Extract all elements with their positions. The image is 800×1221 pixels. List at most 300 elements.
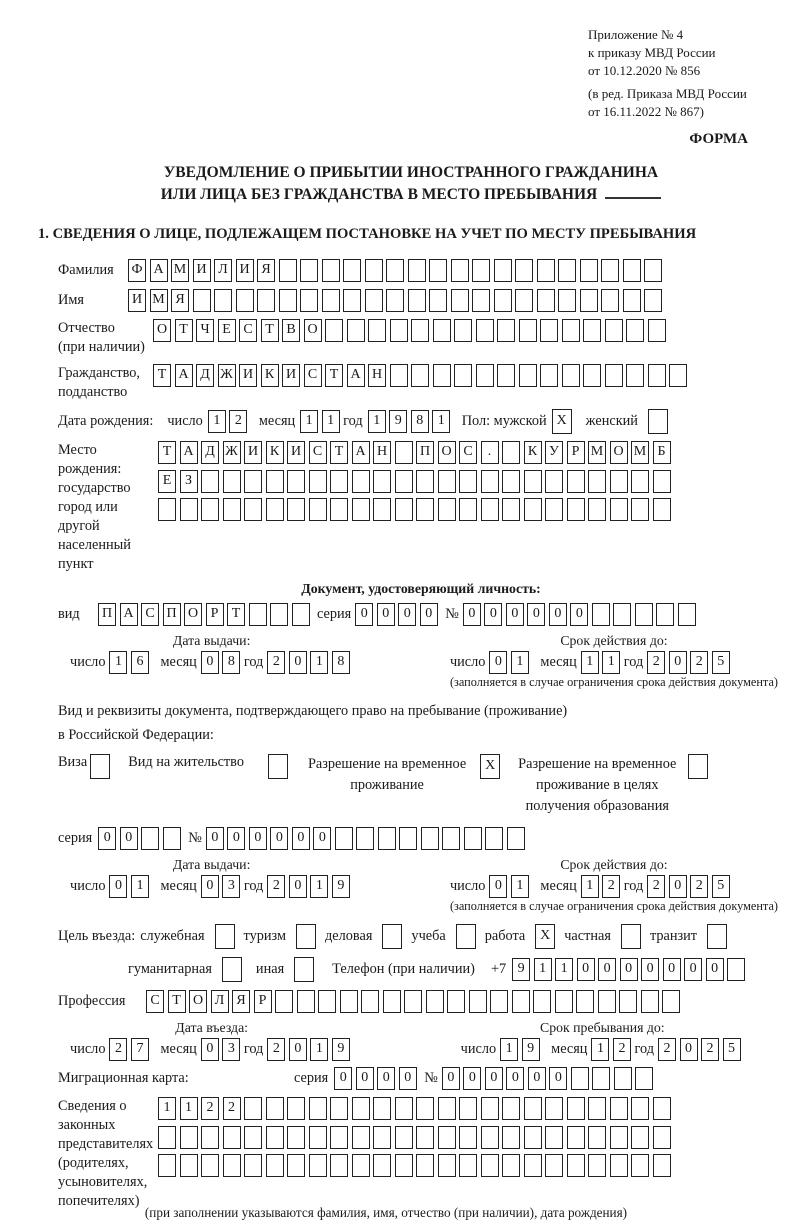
char-box[interactable]: П <box>98 603 116 626</box>
char-box[interactable]: 0 <box>120 827 138 850</box>
char-box[interactable] <box>459 1126 477 1149</box>
char-box[interactable]: С <box>141 603 159 626</box>
char-box[interactable] <box>588 470 606 493</box>
char-box[interactable] <box>502 498 520 521</box>
char-box[interactable] <box>438 1097 456 1120</box>
char-box[interactable]: И <box>244 441 262 464</box>
char-box[interactable] <box>451 289 469 312</box>
char-box[interactable]: 6 <box>131 651 149 674</box>
char-box[interactable]: 1 <box>310 651 328 674</box>
char-box[interactable]: 0 <box>527 603 545 626</box>
char-box[interactable]: Р <box>567 441 585 464</box>
char-box[interactable]: . <box>481 441 499 464</box>
char-box[interactable]: 0 <box>355 603 373 626</box>
char-box[interactable]: 1 <box>300 410 318 433</box>
char-box[interactable] <box>180 498 198 521</box>
char-box[interactable]: Т <box>330 441 348 464</box>
char-box[interactable]: 1 <box>180 1097 198 1120</box>
char-box[interactable] <box>610 1154 628 1177</box>
char-box[interactable]: Б <box>653 441 671 464</box>
char-box[interactable] <box>610 1126 628 1149</box>
char-box[interactable]: В <box>282 319 300 342</box>
char-box[interactable] <box>537 289 555 312</box>
char-box[interactable] <box>644 259 662 282</box>
char-box[interactable] <box>644 289 662 312</box>
char-box[interactable] <box>662 990 680 1013</box>
char-box[interactable] <box>378 827 396 850</box>
char-box[interactable]: 0 <box>680 1038 698 1061</box>
char-box[interactable] <box>287 1126 305 1149</box>
char-box[interactable] <box>266 498 284 521</box>
char-box[interactable]: 0 <box>485 1067 503 1090</box>
char-box[interactable] <box>494 259 512 282</box>
char-box[interactable]: 0 <box>227 827 245 850</box>
char-box[interactable] <box>601 259 619 282</box>
char-box[interactable] <box>567 470 585 493</box>
char-box[interactable] <box>583 319 601 342</box>
char-box[interactable] <box>340 990 358 1013</box>
char-box[interactable] <box>588 1154 606 1177</box>
char-box[interactable] <box>223 498 241 521</box>
char-box[interactable]: 0 <box>399 1067 417 1090</box>
char-box[interactable] <box>399 827 417 850</box>
char-box[interactable] <box>641 990 659 1013</box>
char-box[interactable]: 1 <box>602 651 620 674</box>
char-box[interactable]: 2 <box>613 1038 631 1061</box>
char-box[interactable] <box>429 289 447 312</box>
char-box[interactable] <box>502 1097 520 1120</box>
char-box[interactable] <box>325 319 343 342</box>
char-box[interactable] <box>373 470 391 493</box>
char-box[interactable] <box>330 1126 348 1149</box>
char-box[interactable]: А <box>352 441 370 464</box>
char-box[interactable]: 0 <box>377 1067 395 1090</box>
char-box[interactable] <box>244 470 262 493</box>
char-box[interactable] <box>416 1126 434 1149</box>
char-box[interactable] <box>318 990 336 1013</box>
char-box[interactable]: 0 <box>684 958 702 981</box>
char-box[interactable] <box>623 259 641 282</box>
char-box[interactable]: 8 <box>411 410 429 433</box>
char-box[interactable] <box>266 470 284 493</box>
char-box[interactable]: О <box>438 441 456 464</box>
char-box[interactable] <box>300 259 318 282</box>
char-box[interactable] <box>635 603 653 626</box>
char-box[interactable] <box>297 990 315 1013</box>
char-box[interactable]: Т <box>261 319 279 342</box>
char-box[interactable] <box>244 1097 262 1120</box>
char-box[interactable] <box>309 498 327 521</box>
char-box[interactable] <box>373 1097 391 1120</box>
char-box[interactable] <box>373 1154 391 1177</box>
char-box[interactable]: 1 <box>500 1038 518 1061</box>
char-box[interactable]: И <box>282 364 300 387</box>
char-box[interactable]: 0 <box>577 958 595 981</box>
char-box[interactable] <box>459 498 477 521</box>
char-box[interactable] <box>454 364 472 387</box>
char-box[interactable] <box>481 498 499 521</box>
char-box[interactable] <box>365 289 383 312</box>
char-box[interactable]: 7 <box>131 1038 149 1061</box>
char-box[interactable]: Р <box>254 990 272 1013</box>
char-box[interactable] <box>292 603 310 626</box>
char-box[interactable] <box>610 470 628 493</box>
char-box[interactable]: 0 <box>570 603 588 626</box>
char-box[interactable] <box>524 1097 542 1120</box>
char-box[interactable]: Е <box>218 319 236 342</box>
char-box[interactable] <box>158 1154 176 1177</box>
char-box[interactable]: 1 <box>511 875 529 898</box>
char-box[interactable] <box>390 319 408 342</box>
char-box[interactable] <box>524 1126 542 1149</box>
char-box[interactable] <box>567 498 585 521</box>
char-box[interactable] <box>558 259 576 282</box>
char-box[interactable] <box>497 319 515 342</box>
char-box[interactable]: 0 <box>201 875 219 898</box>
char-box[interactable] <box>476 364 494 387</box>
char-box[interactable] <box>244 498 262 521</box>
char-box[interactable] <box>507 827 525 850</box>
char-box[interactable] <box>626 319 644 342</box>
char-box[interactable]: 1 <box>591 1038 609 1061</box>
purpose-checkbox[interactable] <box>215 924 235 949</box>
char-box[interactable]: 0 <box>98 827 116 850</box>
char-box[interactable] <box>472 289 490 312</box>
char-box[interactable]: 0 <box>620 958 638 981</box>
char-box[interactable]: 1 <box>511 651 529 674</box>
char-box[interactable] <box>519 319 537 342</box>
purpose-checkbox[interactable] <box>222 957 242 982</box>
char-box[interactable] <box>512 990 530 1013</box>
char-box[interactable]: Т <box>227 603 245 626</box>
char-box[interactable]: 0 <box>201 651 219 674</box>
char-box[interactable] <box>537 259 555 282</box>
char-box[interactable] <box>309 1097 327 1120</box>
char-box[interactable]: Я <box>257 259 275 282</box>
char-box[interactable] <box>266 1154 284 1177</box>
char-box[interactable] <box>322 259 340 282</box>
char-box[interactable] <box>605 319 623 342</box>
char-box[interactable] <box>416 470 434 493</box>
char-box[interactable] <box>447 990 465 1013</box>
char-box[interactable] <box>481 1126 499 1149</box>
char-box[interactable] <box>343 289 361 312</box>
char-box[interactable]: А <box>180 441 198 464</box>
char-box[interactable]: 1 <box>432 410 450 433</box>
char-box[interactable] <box>469 990 487 1013</box>
char-box[interactable] <box>438 498 456 521</box>
char-box[interactable]: Р <box>206 603 224 626</box>
char-box[interactable] <box>545 1097 563 1120</box>
char-box[interactable] <box>454 319 472 342</box>
char-box[interactable] <box>287 1154 305 1177</box>
char-box[interactable] <box>404 990 422 1013</box>
char-box[interactable] <box>648 364 666 387</box>
temp-residence-edu-checkbox[interactable] <box>688 754 708 779</box>
char-box[interactable]: Л <box>211 990 229 1013</box>
char-box[interactable] <box>524 470 542 493</box>
char-box[interactable]: Т <box>325 364 343 387</box>
char-box[interactable] <box>562 319 580 342</box>
char-box[interactable]: 2 <box>229 410 247 433</box>
char-box[interactable]: 5 <box>712 875 730 898</box>
char-box[interactable] <box>249 603 267 626</box>
char-box[interactable]: К <box>524 441 542 464</box>
char-box[interactable]: 3 <box>222 1038 240 1061</box>
char-box[interactable] <box>309 470 327 493</box>
char-box[interactable]: 2 <box>223 1097 241 1120</box>
char-box[interactable]: 5 <box>723 1038 741 1061</box>
char-box[interactable] <box>421 827 439 850</box>
char-box[interactable]: 0 <box>506 1067 524 1090</box>
char-box[interactable] <box>395 1126 413 1149</box>
char-box[interactable] <box>623 289 641 312</box>
purpose-checkbox[interactable] <box>382 924 402 949</box>
char-box[interactable] <box>300 289 318 312</box>
char-box[interactable] <box>588 498 606 521</box>
char-box[interactable] <box>476 319 494 342</box>
sex-female-checkbox[interactable] <box>648 409 668 434</box>
char-box[interactable] <box>497 364 515 387</box>
char-box[interactable] <box>287 1097 305 1120</box>
char-box[interactable]: М <box>171 259 189 282</box>
char-box[interactable]: 0 <box>489 651 507 674</box>
char-box[interactable] <box>408 259 426 282</box>
char-box[interactable]: 1 <box>158 1097 176 1120</box>
char-box[interactable]: 2 <box>267 1038 285 1061</box>
char-box[interactable] <box>309 1126 327 1149</box>
char-box[interactable]: 0 <box>289 875 307 898</box>
char-box[interactable]: 5 <box>712 651 730 674</box>
char-box[interactable]: С <box>459 441 477 464</box>
char-box[interactable]: Т <box>158 441 176 464</box>
char-box[interactable] <box>223 1154 241 1177</box>
char-box[interactable]: 0 <box>669 651 687 674</box>
char-box[interactable]: Т <box>153 364 171 387</box>
char-box[interactable]: 1 <box>310 875 328 898</box>
char-box[interactable] <box>653 1126 671 1149</box>
char-box[interactable]: И <box>239 364 257 387</box>
char-box[interactable]: 1 <box>555 958 573 981</box>
char-box[interactable] <box>163 827 181 850</box>
char-box[interactable]: Н <box>373 441 391 464</box>
char-box[interactable] <box>631 1154 649 1177</box>
char-box[interactable] <box>416 1097 434 1120</box>
char-box[interactable]: 0 <box>289 1038 307 1061</box>
char-box[interactable] <box>459 470 477 493</box>
char-box[interactable] <box>201 1126 219 1149</box>
char-box[interactable] <box>193 289 211 312</box>
char-box[interactable]: 1 <box>310 1038 328 1061</box>
char-box[interactable]: 0 <box>201 1038 219 1061</box>
char-box[interactable] <box>395 470 413 493</box>
char-box[interactable]: 0 <box>506 603 524 626</box>
char-box[interactable] <box>386 259 404 282</box>
char-box[interactable] <box>330 498 348 521</box>
char-box[interactable] <box>395 441 413 464</box>
char-box[interactable]: 1 <box>581 875 599 898</box>
char-box[interactable]: О <box>153 319 171 342</box>
char-box[interactable]: 0 <box>377 603 395 626</box>
char-box[interactable]: 2 <box>690 651 708 674</box>
char-box[interactable]: О <box>304 319 322 342</box>
char-box[interactable] <box>631 1126 649 1149</box>
char-box[interactable] <box>502 441 520 464</box>
char-box[interactable]: 9 <box>522 1038 540 1061</box>
char-box[interactable]: Т <box>175 319 193 342</box>
char-box[interactable]: 0 <box>528 1067 546 1090</box>
char-box[interactable] <box>352 1154 370 1177</box>
char-box[interactable] <box>368 319 386 342</box>
char-box[interactable]: 9 <box>332 875 350 898</box>
char-box[interactable] <box>545 1126 563 1149</box>
char-box[interactable] <box>545 1154 563 1177</box>
char-box[interactable] <box>494 289 512 312</box>
char-box[interactable]: 1 <box>534 958 552 981</box>
char-box[interactable]: Ж <box>223 441 241 464</box>
char-box[interactable] <box>727 958 745 981</box>
char-box[interactable] <box>352 1097 370 1120</box>
char-box[interactable]: 2 <box>267 651 285 674</box>
char-box[interactable] <box>429 259 447 282</box>
char-box[interactable] <box>347 319 365 342</box>
char-box[interactable]: Д <box>196 364 214 387</box>
char-box[interactable]: 1 <box>581 651 599 674</box>
char-box[interactable] <box>605 364 623 387</box>
char-box[interactable]: 1 <box>322 410 340 433</box>
char-box[interactable] <box>201 498 219 521</box>
char-box[interactable]: 2 <box>690 875 708 898</box>
char-box[interactable] <box>481 1154 499 1177</box>
char-box[interactable] <box>180 1126 198 1149</box>
char-box[interactable] <box>180 1154 198 1177</box>
char-box[interactable]: 0 <box>292 827 310 850</box>
char-box[interactable] <box>588 1097 606 1120</box>
title-blank-underline[interactable] <box>605 186 661 199</box>
char-box[interactable] <box>330 1154 348 1177</box>
char-box[interactable] <box>519 364 537 387</box>
char-box[interactable] <box>515 289 533 312</box>
char-box[interactable] <box>540 319 558 342</box>
char-box[interactable] <box>524 1154 542 1177</box>
char-box[interactable] <box>571 1067 589 1090</box>
purpose-checkbox[interactable] <box>294 957 314 982</box>
char-box[interactable] <box>472 259 490 282</box>
char-box[interactable]: З <box>180 470 198 493</box>
char-box[interactable]: 2 <box>602 875 620 898</box>
char-box[interactable]: 1 <box>109 651 127 674</box>
char-box[interactable]: 0 <box>289 651 307 674</box>
char-box[interactable] <box>653 470 671 493</box>
char-box[interactable] <box>540 364 558 387</box>
char-box[interactable] <box>266 1097 284 1120</box>
char-box[interactable] <box>626 364 644 387</box>
char-box[interactable]: 0 <box>398 603 416 626</box>
char-box[interactable]: П <box>416 441 434 464</box>
char-box[interactable] <box>223 470 241 493</box>
char-box[interactable]: Т <box>168 990 186 1013</box>
char-box[interactable]: А <box>150 259 168 282</box>
char-box[interactable]: 0 <box>420 603 438 626</box>
char-box[interactable]: И <box>236 259 254 282</box>
char-box[interactable] <box>442 827 460 850</box>
char-box[interactable] <box>558 289 576 312</box>
char-box[interactable] <box>555 990 573 1013</box>
char-box[interactable]: 8 <box>222 651 240 674</box>
visa-checkbox[interactable] <box>90 754 110 779</box>
temp-residence-checkbox[interactable]: X <box>480 754 500 779</box>
char-box[interactable] <box>562 364 580 387</box>
char-box[interactable]: 9 <box>389 410 407 433</box>
char-box[interactable] <box>330 1097 348 1120</box>
char-box[interactable] <box>583 364 601 387</box>
purpose-checkbox[interactable] <box>296 924 316 949</box>
char-box[interactable] <box>580 259 598 282</box>
char-box[interactable]: И <box>287 441 305 464</box>
char-box[interactable] <box>610 498 628 521</box>
char-box[interactable] <box>279 259 297 282</box>
char-box[interactable]: 0 <box>489 875 507 898</box>
char-box[interactable] <box>352 1126 370 1149</box>
char-box[interactable] <box>545 470 563 493</box>
char-box[interactable] <box>588 1126 606 1149</box>
char-box[interactable]: Я <box>232 990 250 1013</box>
char-box[interactable] <box>635 1067 653 1090</box>
char-box[interactable]: К <box>261 364 279 387</box>
char-box[interactable] <box>266 1126 284 1149</box>
char-box[interactable] <box>613 603 631 626</box>
char-box[interactable]: 0 <box>463 603 481 626</box>
char-box[interactable] <box>236 289 254 312</box>
char-box[interactable]: А <box>120 603 138 626</box>
char-box[interactable] <box>656 603 674 626</box>
char-box[interactable]: О <box>189 990 207 1013</box>
char-box[interactable]: 0 <box>442 1067 460 1090</box>
char-box[interactable]: 2 <box>658 1038 676 1061</box>
char-box[interactable] <box>426 990 444 1013</box>
char-box[interactable] <box>373 498 391 521</box>
char-box[interactable]: 0 <box>641 958 659 981</box>
char-box[interactable]: 0 <box>549 1067 567 1090</box>
char-box[interactable] <box>270 603 288 626</box>
char-box[interactable]: 0 <box>549 603 567 626</box>
char-box[interactable]: 0 <box>669 875 687 898</box>
char-box[interactable]: С <box>304 364 322 387</box>
char-box[interactable]: И <box>128 289 146 312</box>
char-box[interactable] <box>653 1154 671 1177</box>
char-box[interactable]: М <box>150 289 168 312</box>
char-box[interactable] <box>335 827 353 850</box>
char-box[interactable]: 0 <box>109 875 127 898</box>
char-box[interactable] <box>438 1126 456 1149</box>
char-box[interactable]: А <box>175 364 193 387</box>
char-box[interactable] <box>653 1097 671 1120</box>
char-box[interactable]: 1 <box>368 410 386 433</box>
char-box[interactable] <box>459 1154 477 1177</box>
char-box[interactable]: С <box>146 990 164 1013</box>
char-box[interactable]: 2 <box>109 1038 127 1061</box>
char-box[interactable]: С <box>309 441 327 464</box>
char-box[interactable] <box>158 498 176 521</box>
char-box[interactable]: К <box>266 441 284 464</box>
char-box[interactable] <box>490 990 508 1013</box>
char-box[interactable]: 3 <box>222 875 240 898</box>
char-box[interactable] <box>678 603 696 626</box>
char-box[interactable] <box>365 259 383 282</box>
char-box[interactable] <box>485 827 503 850</box>
char-box[interactable]: А <box>347 364 365 387</box>
char-box[interactable]: Е <box>158 470 176 493</box>
